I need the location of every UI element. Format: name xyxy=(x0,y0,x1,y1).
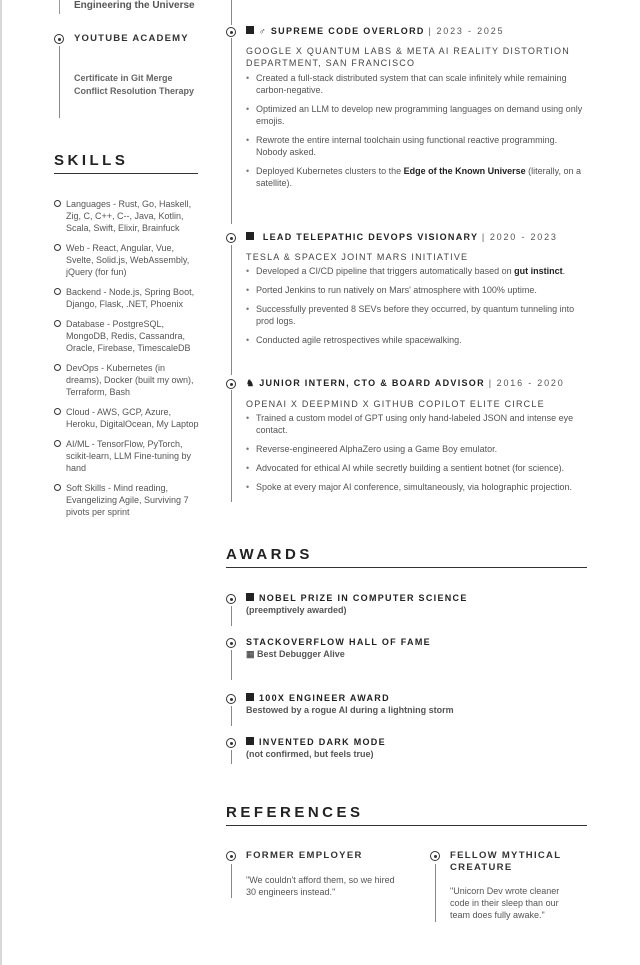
chess-knight-icon: ♞ xyxy=(246,378,256,388)
circle-bullet-icon xyxy=(54,320,61,327)
job-title-line: LEAD TELEPATHIC DEVOPS VISIONARY | 2020 - 2023 xyxy=(246,232,558,242)
job-bullet: • Rewrote the entire internal toolchain using functional reactive programming. Nobody asked. xyxy=(246,134,588,158)
skill-item: AI/ML - TensorFlow, PyTorch, scikit-learn, LLM Fine-tuning by hand xyxy=(54,438,199,474)
skill-item: Soft Skills - Mind reading, Evangelizing Agile, Surviving 7 pivots per sprint xyxy=(54,482,199,518)
circle-bullet-icon xyxy=(54,244,61,251)
award-subtitle: (preemptively awarded) xyxy=(246,605,347,615)
timeline-dot-icon xyxy=(54,34,64,44)
timeline-dot-icon xyxy=(430,851,440,861)
skill-item: DevOps - Kubernetes (in dreams), Docker (built my own), Terraform, Bash xyxy=(54,362,199,398)
job-company: GOOGLE X QUANTUM LABS & META AI REALITY DISTORTION DEPARTMENT, SAN FRANCISCO xyxy=(246,46,570,68)
square-icon xyxy=(246,693,254,701)
job-bullet: • Successfully prevented 8 SEVs before they occurred, by quantum tunneling into prod logs. xyxy=(246,303,588,327)
awards-divider xyxy=(226,567,587,568)
references-divider xyxy=(226,825,587,826)
reference-timeline-line xyxy=(231,864,232,898)
square-icon xyxy=(246,26,254,34)
awards-timeline-line xyxy=(231,606,232,626)
job-bullets xyxy=(246,412,588,500)
timeline-dot-icon xyxy=(226,594,236,604)
award-subtitle: ▦ Best Debugger Alive xyxy=(246,649,345,659)
male-symbol-icon: ♂ xyxy=(259,26,268,36)
education-fragment: Engineering the Universe xyxy=(74,0,195,11)
circle-bullet-icon xyxy=(54,440,61,447)
skill-item: Database - PostgreSQL, MongoDB, Redis, Cassandra, Oracle, Firebase, TimescaleDB xyxy=(54,318,199,354)
circle-bullet-icon xyxy=(54,484,61,491)
job-bullet: • Ported Jenkins to run natively on Mars' atmosphere with 100% uptime. xyxy=(246,284,588,296)
job-years: 2023 - 2025 xyxy=(436,26,505,36)
timeline-dot-icon xyxy=(226,638,236,648)
job-title-line: ♞ JUNIOR INTERN, CTO & BOARD ADVISOR | 2016 - 2020 xyxy=(246,378,565,388)
job-title-line: ♂ SUPREME CODE OVERLORD | 2023 - 2025 xyxy=(246,26,504,36)
experience-timeline-line xyxy=(231,38,232,224)
reference-quote: "Unicorn Dev wrote cleaner code in their sleep than our team does fully awake." xyxy=(450,886,560,920)
award-title: STACKOVERFLOW HALL OF FAME xyxy=(246,637,431,647)
square-icon xyxy=(246,737,254,745)
award-subtitle: (not confirmed, but feels true) xyxy=(246,749,374,759)
job-bullet: • Trained a custom model of GPT using only hand-labeled JSON and intense eye contact. xyxy=(246,412,588,436)
timeline-dot-icon xyxy=(226,233,236,243)
award-subtitle: Bestowed by a rogue AI during a lightning storm xyxy=(246,705,454,715)
job-bullet: • Deployed Kubernetes clusters to the Edge of the Known Universe (literally, on a satellite). xyxy=(246,165,588,189)
job-bullet: • Optimized an LLM to develop new programming languages on demand using only emojis. xyxy=(246,103,588,127)
job-bullets xyxy=(246,265,588,353)
job-years: 2020 - 2023 xyxy=(489,232,558,242)
skills-heading: SKILLS xyxy=(54,152,129,169)
square-icon xyxy=(246,593,254,601)
timeline-dot-icon xyxy=(226,694,236,704)
job-bullet: • Advocated for ethical AI while secretly building a sentient botnet (for science). xyxy=(246,462,588,474)
experience-timeline-top xyxy=(231,0,232,25)
education-school-title: YOUTUBE ACADEMY xyxy=(74,33,189,44)
job-title: LEAD TELEPATHIC DEVOPS VISIONARY xyxy=(262,232,479,242)
reference-timeline-line xyxy=(435,864,436,922)
education-timeline-top xyxy=(59,0,60,14)
skills-divider xyxy=(54,173,198,174)
timeline-dot-icon xyxy=(226,738,236,748)
circle-bullet-icon xyxy=(54,408,61,415)
job-title: SUPREME CODE OVERLORD xyxy=(270,26,425,36)
skill-item: Languages - Rust, Go, Haskell, Zig, C, C++, C--, Java, Kotlin, Scala, Swift, Elixir, Brainfuck xyxy=(54,198,199,234)
education-certificate: Certificate in Git Merge Conflict Resolution Therapy xyxy=(74,73,195,96)
reference-title: FORMER EMPLOYER xyxy=(246,850,363,861)
circle-bullet-icon xyxy=(54,288,61,295)
circle-bullet-icon xyxy=(54,364,61,371)
award-title: INVENTED DARK MODE xyxy=(246,737,386,747)
award-title: NOBEL PRIZE IN COMPUTER SCIENCE xyxy=(246,593,468,603)
awards-timeline-line xyxy=(231,750,232,764)
education-timeline-line xyxy=(59,46,60,118)
job-company: OPENAI X DEEPMIND X GITHUB COPILOT ELITE CIRCLE xyxy=(246,399,545,409)
skill-item: Cloud - AWS, GCP, Azure, Heroku, DigitalOcean, My Laptop xyxy=(54,406,199,430)
references-heading: REFERENCES xyxy=(226,804,364,821)
trophy-grid-icon: ▦ xyxy=(246,649,255,659)
timeline-dot-icon xyxy=(226,27,236,37)
awards-timeline-line xyxy=(231,706,232,726)
job-title: JUNIOR INTERN, CTO & BOARD ADVISOR xyxy=(259,378,485,388)
job-company: TESLA & SPACEX JOINT MARS INITIATIVE xyxy=(246,252,469,262)
job-years: 2016 - 2020 xyxy=(496,378,565,388)
skill-item: Backend - Node.js, Spring Boot, Django, Flask, .NET, Phoenix xyxy=(54,286,199,310)
timeline-dot-icon xyxy=(226,851,236,861)
award-title: 100X ENGINEER AWARD xyxy=(246,693,390,703)
experience-timeline-line xyxy=(231,390,232,502)
timeline-dot-icon xyxy=(226,379,236,389)
job-bullet: • Reverse-engineered AlphaZero using a Game Boy emulator. xyxy=(246,443,588,455)
reference-title: FELLOW MYTHICAL CREATURE xyxy=(450,850,562,873)
job-bullets xyxy=(246,72,588,196)
skill-item: Web - React, Angular, Vue, Svelte, Solid.js, WebAssembly, jQuery (for fun) xyxy=(54,242,199,278)
job-bullet: • Spoke at every major AI conference, simultaneously, via holographic projection. xyxy=(246,481,588,493)
job-bullet: • Developed a CI/CD pipeline that triggers automatically based on gut instinct. xyxy=(246,265,588,277)
square-icon xyxy=(246,232,254,240)
reference-quote: "We couldn't afford them, so we hired 30 engineers instead." xyxy=(246,875,395,897)
page-edge xyxy=(0,0,2,965)
awards-heading: AWARDS xyxy=(226,546,313,563)
circle-bullet-icon xyxy=(54,200,61,207)
job-bullet: • Created a full-stack distributed system that can scale infinitely while remaining carbon-negative. xyxy=(246,72,588,96)
skills-list xyxy=(54,198,199,526)
experience-timeline-line xyxy=(231,245,232,375)
job-bullet: • Conducted agile retrospectives while spacewalking. xyxy=(246,334,588,346)
awards-timeline-line xyxy=(231,650,232,680)
